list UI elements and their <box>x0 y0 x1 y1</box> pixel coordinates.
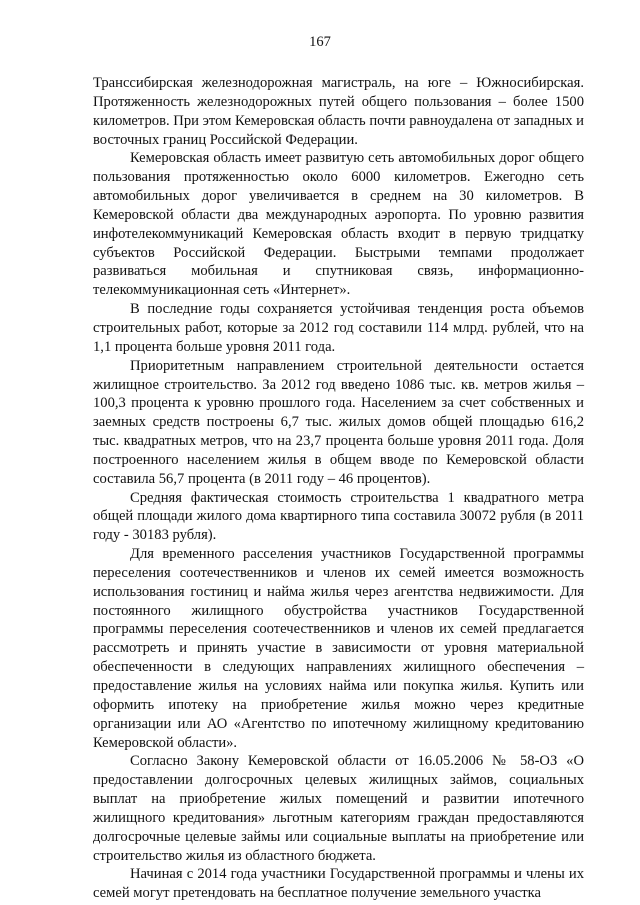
paragraph: Согласно Закону Кемеровской области от 16.05.2006 № 58-ОЗ «О предоставлении долгосрочных целевых жилищных займов, социальных выплат на приобретение жилых помещений и развитии ипотечного жилищного кредитования» льготным категориям граждан предоставляются долгосрочные целевые займы или социальные выплаты на приобретение или строительство жилья из областного бюджета. <box>93 753 584 864</box>
paragraph: Транссибирская железнодорожная магистраль, на юге – Южносибирская. Протяженность железнодорожных путей общего пользования – более 1500 километров. При этом Кемеровская область почти равноудалена от западных и восточных границ Российской Федерации. <box>93 75 584 148</box>
paragraph: В последние годы сохраняется устойчивая тенденция роста объемов строительных работ, которые за 2012 год составили 114 млрд. рублей, что на 1,1 процента больше уровня 2011 года. <box>93 301 584 355</box>
body-text <box>93 74 584 903</box>
paragraph: Средняя фактическая стоимость строительства 1 квадратного метра общей площади жилого дома квартирного типа составила 30072 рубля (в 2011 году - 30183 рубля). <box>93 489 584 544</box>
paragraph: Для временного расселения участников Государственной программы переселения соотечественников и членов их семей имеется возможность использования гостиниц и найма жилья через агентства недвижимости. Для постоянного жилищного обустройства участников Государственной программы переселения соотечественников и членов их семей предлагается рассмотреть и принять участие в зависимости от уровня материальной обеспеченности в следующих направлениях жилищного обеспечения – предоставление жилья на условиях найма или покупка жилья. Купить или оформить ипотеку на приобретение жилья можно через кредитные организации или АО «Агентство по ипотечному жилищному кредитованию Кемеровской области». <box>93 546 584 751</box>
page-number: 167 <box>309 34 331 50</box>
paragraph: Начиная с 2014 года участники Государственной программы и члены их семей могут претендовать на бесплатное получение земельного участка <box>93 866 584 902</box>
paragraph: Приоритетным направлением строительной деятельности остается жилищное строительство. За 2012 год введено 1086 тыс. кв. метров жилья – 100,3 процента к уровню прошлого года. Населением за счет собственных и заемных средств построены 6,7 тыс. жилых домов общей площадью 616,2 тыс. квадратных метров, что на 23,7 процента больше уровня 2011 года. Доля построенного населением жилья в общем вводе по Кемеровской области составила 56,7 процента (в 2011 году – 46 процентов). <box>93 357 584 487</box>
paragraph: Кемеровская область имеет развитую сеть автомобильных дорог общего пользования протяженностью около 6000 километров. Ежегодно сеть автомобильных дорог увеличивается в среднем на 30 километров. В Кемеровской области два международных аэропорта. По уровню развития инфотелекоммуникаций Кемеровская область входит в первую тридцатку субъектов Российской Федерации. Быстрыми темпами продолжает развиваться мобильная и спутниковая связь, информационно-телекоммуникационная сеть «Интернет». <box>93 150 584 299</box>
